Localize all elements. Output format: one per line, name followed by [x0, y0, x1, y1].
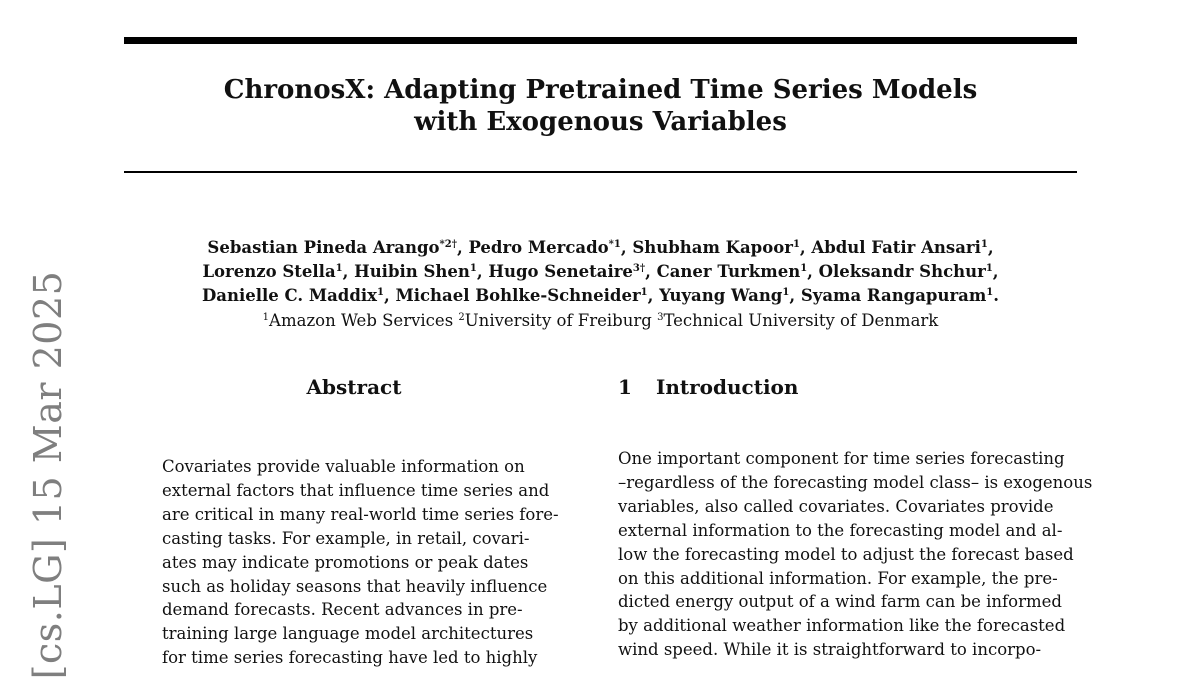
title-line-2: with Exogenous Variables: [414, 107, 787, 137]
abstract-line: ates may indicate promotions or peak dates: [162, 552, 529, 572]
abstract-line: demand forecasts. Recent advances in pre-: [162, 600, 523, 620]
introduction-body: [618, 447, 1093, 662]
abstract-line: training large language model architectures: [162, 624, 534, 644]
abstract-heading: Abstract: [306, 375, 402, 399]
author-list: [124, 236, 1077, 308]
affiliations: $^1$Amazon Web Services $^2$University of Freiburg $^3$Technical University of Denmark: [262, 311, 939, 330]
author-line-2: Lorenzo Stella$^1$, Huibin Shen$^1$, Hugo Senetaire$^{3\dagger}$, Caner Turkmen$^1$, Oleksandr Shchur$^1$,: [202, 262, 999, 281]
author-line-1: Sebastian Pineda Arango$^{*2\dagger}$, Pedro Mercado$^{*1}$, Shubham Kapoor$^1$, Abdul Fatir Ansari$^1$,: [207, 238, 994, 257]
intro-line: wind speed. While it is straightforward to incorpo-: [618, 640, 1042, 660]
intro-line: by additional weather information like the forecasted: [618, 616, 1066, 636]
title-line-1: ChronosX: Adapting Pretrained Time Series Models: [223, 75, 978, 105]
section-number: 1: [618, 375, 632, 399]
paper-title: [124, 74, 1077, 138]
intro-line: external information to the forecasting model and al-: [618, 520, 1063, 540]
introduction-heading: [618, 374, 1078, 400]
abstract-line: for time series forecasting have led to highly: [162, 648, 538, 668]
intro-line: variables, also called covariates. Covariates provide: [618, 496, 1054, 516]
abstract-body: [162, 455, 559, 670]
abstract-line: external factors that influence time series and: [162, 480, 550, 500]
abstract-line: such as holiday seasons that heavily influence: [162, 576, 548, 596]
intro-line: One important component for time series forecasting: [618, 449, 1065, 468]
abstract-line: are critical in many real-world time series fore-: [162, 504, 559, 524]
abstract-line: casting tasks. For example, in retail, covari-: [162, 528, 530, 548]
intro-line: low the forecasting model to adjust the forecast based: [618, 544, 1074, 564]
abstract-line: Covariates provide valuable information on: [162, 457, 525, 476]
intro-line: –regardless of the forecasting model class– is exogenous: [618, 472, 1093, 492]
author-line-3: Danielle C. Maddix$^1$, Michael Bohlke-Schneider$^1$, Yuyang Wang$^1$, Syama Rangapuram$^1$.: [201, 286, 1000, 305]
section-title: Introduction: [656, 375, 799, 399]
title-rule: [124, 171, 1077, 173]
top-rule: [124, 37, 1077, 44]
intro-line: dicted energy output of a wind farm can be informed: [618, 592, 1062, 612]
intro-line: on this additional information. For example, the pre-: [618, 568, 1058, 588]
arxiv-stamp: [cs.LG] 15 Mar 2025: [26, 270, 70, 679]
